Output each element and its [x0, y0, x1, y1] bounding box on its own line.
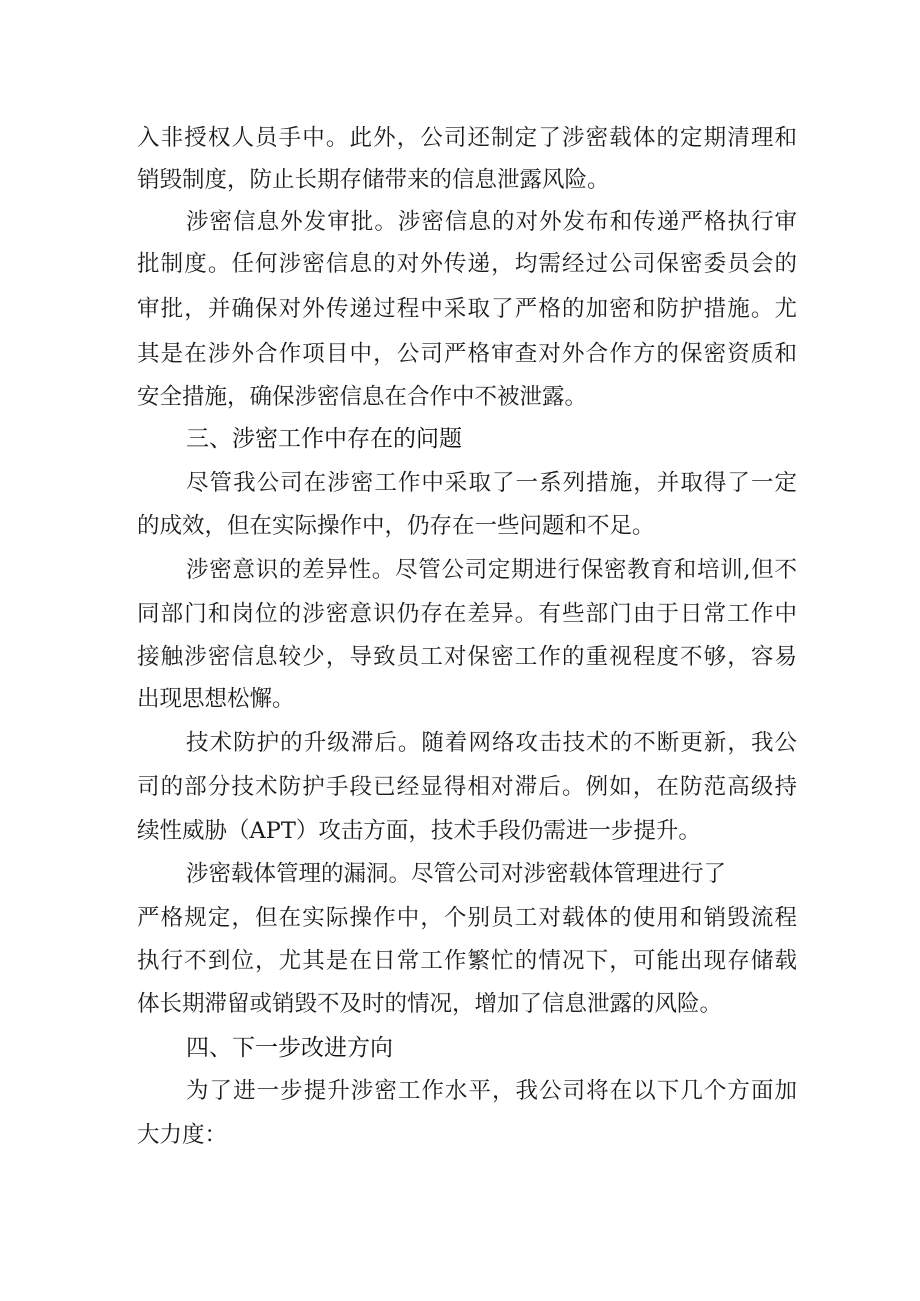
- paragraph-line: 接触涉密信息较少，导致员工对保密工作的重视程度不够，容易: [137, 644, 797, 670]
- paragraph-line: 销毁制度，防止长期存储带来的信息泄露风险。: [137, 167, 610, 193]
- paragraph-line: 批制度。任何涉密信息的对外传递，均需经过公司保密委员会的: [137, 251, 797, 277]
- paragraph-line: 同部门和岗位的涉密意识仍存在差异。有些部门由于日常工作中: [137, 601, 797, 627]
- paragraph-line: 安全措施，确保涉密信息在合作中不被泄露。: [137, 384, 588, 410]
- paragraph-line: 续性威胁（APT）攻击方面，技术手段仍需进一步提升。: [137, 818, 701, 844]
- paragraph-line: 严格规定，但在实际操作中，个别员工对载体的使用和销毁流程: [137, 905, 797, 931]
- paragraph-line: 技术防护的升级滞后。随着网络攻击技术的不断更新，我公: [186, 730, 797, 756]
- paragraph-line: 大力度：: [137, 1122, 228, 1148]
- paragraph-line: 出现思想松懈。: [137, 686, 295, 712]
- paragraph-line: 其是在涉外合作项目中，公司严格审查对外合作方的保密资质和: [137, 341, 797, 367]
- paragraph-line: 审批，并确保对外传递过程中采取了严格的加密和防护措施。尤: [137, 296, 797, 322]
- paragraph-line: 为了进一步提升涉密工作水平，我公司将在以下几个方面加: [186, 1078, 797, 1104]
- paragraph-line: 执行不到位，尤其是在日常工作繁忙的情况下，可能出现存储载: [137, 948, 797, 974]
- paragraph-line: 涉密载体管理的漏洞。尽管公司对涉密载体管理进行了: [186, 861, 727, 887]
- paragraph-line: 入非授权人员手中。此外，公司还制定了涉密载体的定期清理和: [137, 125, 797, 151]
- paragraph-line: 体长期滞留或销毁不及时的情况，增加了信息泄露的风险。: [137, 991, 723, 1017]
- paragraph-line: 尽管我公司在涉密工作中采取了一系列措施，并取得了一定: [186, 470, 797, 496]
- paragraph-line: 涉密信息外发审批。涉密信息的对外发布和传递严格执行审: [186, 209, 797, 235]
- section-heading: 四、下一步改进方向: [186, 1035, 393, 1061]
- section-heading: 三、涉密工作中存在的问题: [186, 426, 462, 452]
- paragraph-line: 的成效，但在实际操作中，仍存在一些问题和不足。: [137, 513, 655, 539]
- paragraph-line: 司的部分技术防护手段已经显得相对滞后。例如，在防范高级持: [137, 774, 797, 800]
- paragraph-line: 涉密意识的差异性。尽管公司定期进行保密教育和培训,但不: [186, 557, 797, 583]
